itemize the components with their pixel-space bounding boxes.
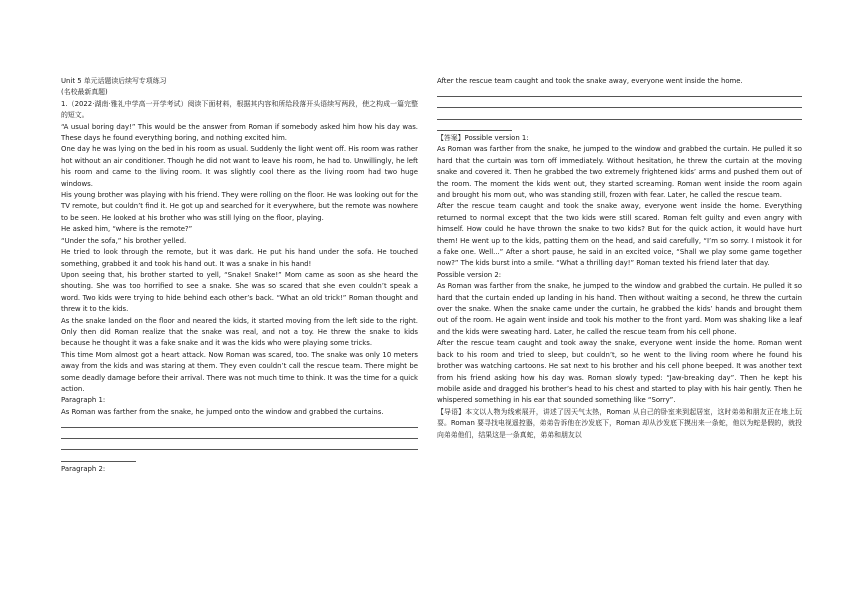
paragraph1-answer-lines — [61, 418, 418, 464]
left-column — [61, 76, 418, 475]
answer-line — [437, 122, 802, 133]
answer-line — [437, 110, 802, 121]
answer-line — [61, 430, 418, 441]
story-paragraph: “A usual boring day!” This would be the answer from Roman if somebody asked him how his day was. These days he found everything boring, and nothing excited him. — [61, 122, 418, 143]
answer-line — [437, 99, 802, 110]
story-paragraph: As the snake landed on the floor and neared the kids, it started moving from the left side to the right. Only then did Roman realize that the snake was real, and not a toy. He threw the snake to kids because he thought it was a fake snake and it was the kids who were playing some tricks. — [61, 316, 418, 348]
version2-heading: Possible version 2: — [437, 270, 502, 279]
paragraph2-label: Paragraph 2: — [61, 464, 106, 473]
story-paragraph: He asked him, “where is the remote?” — [61, 225, 193, 234]
right-column — [437, 76, 802, 441]
story-paragraph: Upon seeing that, his brother started to yell, “Snake! Snake!” Mom came as soon as she heard the shouting. She was too horrified to see a snake. She was so scared that she even couldn’t speak a word. Two kids were trying to hide behind each other’s back. “What an old trick!” Roman thought and threw it to the kids. — [61, 270, 418, 314]
source-note: (名校最新真题) — [61, 88, 108, 97]
guide-paragraph: 【导语】本文以人物为线索展开，讲述了因天气太热，Roman 从自己的卧室来到起居室，这时弟弟和朋友正在地上玩耍。Roman 要寻找电视遥控器，弟弟告诉他在沙发底下，Roman 却从沙发底下摸出来一条蛇，他以为蛇是假的，就投向弟弟他们，结果这是一条真蛇，弟弟和朋友以 — [437, 407, 802, 439]
story-paragraph: He tried to look through the remote, but it was dark. He put his hand under the sofa. He touched something, grabbed it and took his hand out. It was a snake in his hand! — [61, 248, 418, 268]
answer-paragraph: After the rescue team caught and took the snake away, everyone went inside the home. Everything returned to normal except that the two kids were still scared. Roman felt guilty and even angry with himself. How could he have thrown the snake to two kids? But for the quick action, it would have hurt them! He went up to the kids, patting them on the head, and said carefully, “I’m so sorry. I mistook it for a fake one. Well...” After a short pause, he said in an excited voice, “Shall we play some game together now?” The kids burst into a smile. “What a thrilling day!” Roman texted his friend later that day. — [437, 202, 802, 268]
unit-title: Unit 5 单元话题读后续写专项练习 — [61, 77, 167, 85]
story-paragraph: This time Mom almost got a heart attack. Now Roman was scared, too. The snake was only 10 meters away from the kids and was staring at them. They even couldn’t call the rescue team. There might be some deadly damage before their arrival. There was not much time to think. It was the time for a quick action. — [61, 350, 418, 393]
question-instruction: 1.（2022·湖南·雅礼中学高一开学考试）阅读下面材料，根据其内容和所给段落开头语续写两段，使之构成一篇完整的短文。 — [61, 99, 418, 120]
answer-heading: 【答案】Possible version 1: — [437, 133, 529, 142]
story-paragraph: “Under the sofa,” his brother yelled. — [61, 236, 187, 245]
answer-line — [437, 87, 802, 98]
answer-paragraph: After the rescue team caught and took away the snake, everyone went inside the home. Roman went back to his room and tried to sleep, but couldn’t, so he went to the living room where he found his brother was watching cartoons. He sat next to his brother and his cell phone beeped. It was another text from his friend asking how his day was. Roman slowly typed: “Jaw-breaking day”. Then he kept his mobile aside and dragged his brother’s head to his chest and started to play with his hair gently. Then he whispered something in his ear that sounded something like “Sorry”. — [437, 339, 802, 405]
answer-paragraph: As Roman was farther from the snake, he jumped to the window and grabbed the curtain. He pulled it so hard that the curtain ended up landing in his hand. Then without waiting a second, he threw the curtain over the snake. When the snake came under the curtain, he grabbed the kids’ hands and brought them out of the room. He again went inside and took his mother to the front yard. Mom was shaking like a leaf and the kids were sweating hard. Later, he called the rescue team from his cell phone. — [437, 282, 802, 336]
answer-line — [61, 452, 418, 463]
paragraph2-answer-lines — [437, 87, 802, 133]
paragraph2-prompt: After the rescue team caught and took the snake away, everyone went inside the home. — [437, 77, 743, 85]
story-paragraph: One day he was lying on the bed in his room as usual. Suddenly the light went off. His room was rather hot without an air conditioner. Though he did not want to leave his room, he had to. Unwillingly, he left his room and came to the living room. It was slightly cool there as the living room had two huge windows. — [61, 145, 418, 188]
story-paragraph: His young brother was playing with his friend. They were rolling on the floor. He was looking out for the TV remote, but couldn’t find it. He got up and searched for it everywhere, but the remote was nowhere to be seen. He looked at his brother who was still lying on the floor, playing. — [61, 191, 418, 222]
paragraph1-prompt: As Roman was farther from the snake, he jumped onto the window and grabbed the curtains. — [61, 407, 384, 416]
paragraph1-label: Paragraph 1: — [61, 396, 106, 405]
answer-paragraph: As Roman was farther from the snake, he jumped to the window and grabbed the curtain. He pulled it so hard that the curtain was torn off immediately. Without hesitation, he threw the curtain at the moving snake and covered it. Then he grabbed the two extremely frightened kids’ arms and pushed them out of the room. The moment the kids went out, they started screaming. Roman went inside the room again and brought his mom out, who was standing still, frozen with fear. Later, he called the rescue team. — [437, 145, 802, 199]
answer-line — [61, 441, 418, 452]
answer-line — [61, 418, 418, 429]
